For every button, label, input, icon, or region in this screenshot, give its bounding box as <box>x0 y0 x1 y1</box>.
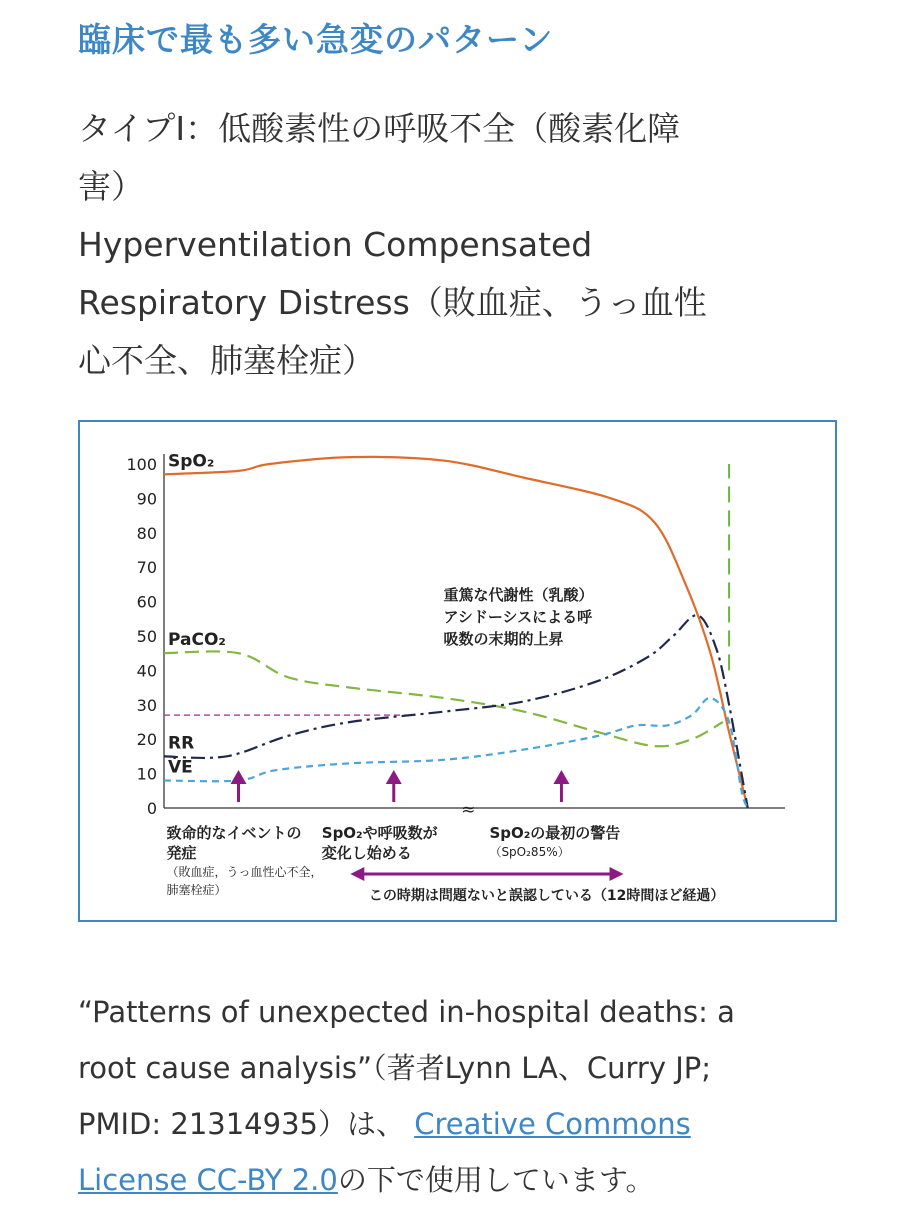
event-arrow-head-1 <box>386 770 402 784</box>
chart-figure <box>78 420 837 922</box>
intro-line-4: Respiratory Distress（敗血症、うっ血性 <box>78 283 707 322</box>
citation <box>78 984 878 1208</box>
y-tick-label-50: 50 <box>136 627 157 646</box>
y-tick-label-90: 90 <box>136 489 157 509</box>
period-arrow-head-left <box>350 867 364 881</box>
event-label-2-0: SpO₂の最初の警告 <box>489 824 621 842</box>
citation-line-3 <box>78 1096 878 1152</box>
event-label-1-0: SpO₂や呼吸数が <box>321 824 438 842</box>
period-arrow-head-right <box>610 867 624 881</box>
y-tick-label-80: 80 <box>136 523 157 543</box>
event-arrow-head-2 <box>553 770 569 784</box>
page-heading: 臨床で最も多い急変のパターン <box>78 20 554 59</box>
y-tick-label-10: 10 <box>136 764 157 784</box>
intro-text <box>78 100 878 390</box>
intro-line-3: Hyperventilation Compensated <box>78 225 593 264</box>
y-tick-label-100: 100 <box>126 455 157 474</box>
event-arrow-head-0 <box>231 770 247 784</box>
event-label-0-0: 致命的なイベントの <box>166 824 302 842</box>
series-line-3 <box>164 698 748 808</box>
event-sublabel-0-1: 肺塞栓症） <box>166 883 227 897</box>
event-sublabel-2-0: （SpO₂85%） <box>489 845 570 859</box>
y-tick-label-30: 30 <box>136 695 157 715</box>
y-tick-label-60: 60 <box>136 592 157 612</box>
citation-tail: の下で使用しています。 <box>337 1163 655 1197</box>
citation-pmid: PMID: 21314935）は、 <box>78 1107 405 1141</box>
annotation-line-1: アシドーシスによる呼 <box>443 608 593 626</box>
series-label-3: V̇E <box>168 757 193 778</box>
x-axis-break: ≈ <box>461 800 476 820</box>
series-line-1 <box>164 651 723 746</box>
period-label: この時期は問題ないと誤認している（12時間ほど経過） <box>368 888 725 904</box>
intro-line-1: タイプI：低酸素性の呼吸不全（酸素化障 <box>78 109 681 148</box>
intro-line-5: 心不全、肺塞栓症） <box>78 341 375 380</box>
license-link-part1[interactable]: Creative Commons <box>414 1107 691 1141</box>
annotation-line-0: 重篤な代謝性（乳酸） <box>443 586 594 604</box>
citation-line-1: “Patterns of unexpected in-hospital deaths: a <box>78 995 735 1029</box>
event-sublabel-0-0: （敗血症，うっ血性心不全， <box>166 865 323 879</box>
event-label-0-1: 発症 <box>166 844 197 862</box>
y-tick-label-0: 0 <box>146 799 157 818</box>
intro-line-2: 害） <box>78 167 144 206</box>
event-label-1-1: 変化し始める <box>321 844 412 862</box>
chart-svg <box>80 422 835 920</box>
y-tick-label-70: 70 <box>136 558 157 578</box>
y-tick-label-40: 40 <box>136 661 157 681</box>
license-link-part2[interactable]: License CC-BY 2.0 <box>78 1163 338 1197</box>
series-label-2: RR <box>168 733 195 754</box>
citation-line-2: root cause analysis”（著者Lynn LA、Curry JP; <box>78 1051 712 1085</box>
y-tick-label-20: 20 <box>136 730 157 750</box>
annotation-line-2: 吸数の末期的上昇 <box>443 630 564 648</box>
series-label-0: SpO₂ <box>168 451 215 472</box>
series-label-1: PaCO₂ <box>168 630 226 651</box>
